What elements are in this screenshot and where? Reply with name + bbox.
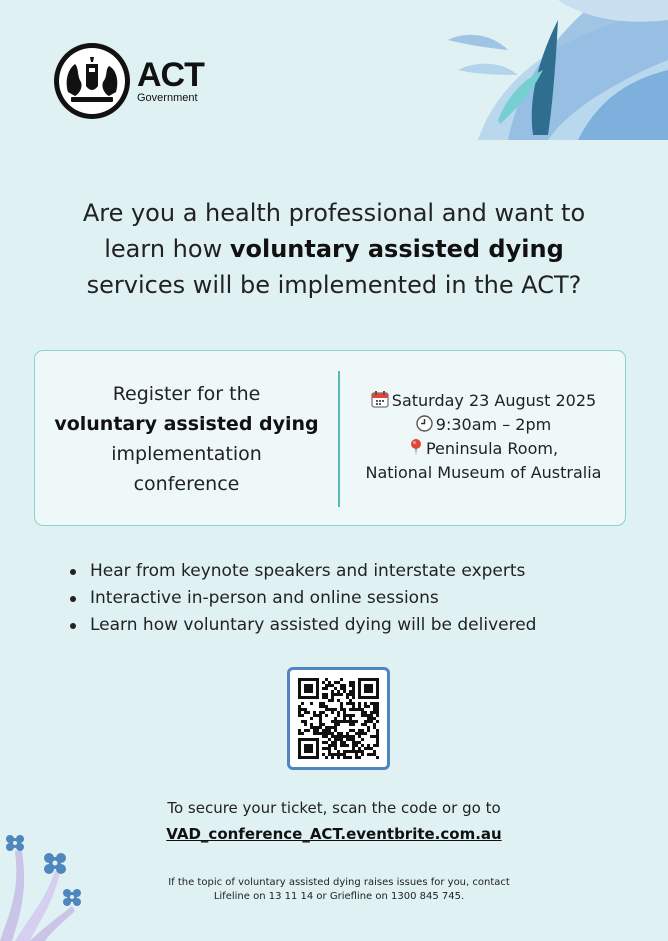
headline-emphasis: voluntary assisted dying [229, 235, 564, 263]
event-details [340, 389, 627, 485]
page-headline [30, 195, 638, 303]
leaf-decoration-top [438, 0, 668, 140]
register-emphasis: voluntary assisted dying [54, 413, 319, 435]
event-date-text: Saturday 23 August 2025 [391, 391, 597, 410]
qr-code[interactable] [287, 667, 390, 770]
logo-subtitle: Government [137, 92, 198, 104]
event-venue-line-2: National Museum of Australia [365, 463, 602, 482]
headline-line-2-text: learn how [104, 235, 230, 263]
cta-text: To secure your ticket, scan the code or go to [167, 799, 501, 817]
qr-code-icon [298, 678, 379, 759]
register-line-2 [35, 409, 338, 439]
eventbrite-link[interactable]: VAD_conference_ACT.eventbrite.com.au [166, 825, 502, 843]
footer-line-2: Lifeline on 13 11 14 or Griefline on 1300 845 745. [213, 891, 465, 902]
act-crest-icon [53, 42, 131, 120]
event-time-text: 9:30am – 2pm [435, 415, 552, 434]
headline-line-1: Are you a health professional and want to [82, 199, 586, 227]
list-item: Hear from keynote speakers and interstate experts [70, 558, 536, 585]
support-footer [0, 876, 668, 904]
location-pin-icon [409, 438, 423, 456]
event-time [340, 413, 627, 437]
clock-icon [416, 415, 433, 432]
event-venue-line-1: Peninsula Room, [425, 439, 559, 458]
logo-title: ACT [137, 56, 204, 94]
headline-line-3: services will be implemented in the ACT? [86, 271, 582, 299]
call-to-action [0, 795, 668, 847]
event-date [340, 389, 627, 413]
register-line-4: conference [133, 473, 240, 495]
register-line-3: implementation [111, 443, 262, 465]
register-text [35, 379, 338, 499]
benefits-list [70, 558, 536, 639]
act-government-logo [53, 42, 204, 120]
footer-line-1: If the topic of voluntary assisted dying raises issues for you, contact [168, 877, 510, 888]
list-item: Interactive in-person and online sessions [70, 585, 536, 612]
register-line-1: Register for the [112, 383, 261, 405]
list-item: Learn how voluntary assisted dying will be delivered [70, 612, 536, 639]
headline-line-2 [30, 231, 638, 267]
calendar-icon [371, 390, 389, 408]
event-venue [340, 437, 627, 461]
event-info-card [34, 350, 626, 526]
